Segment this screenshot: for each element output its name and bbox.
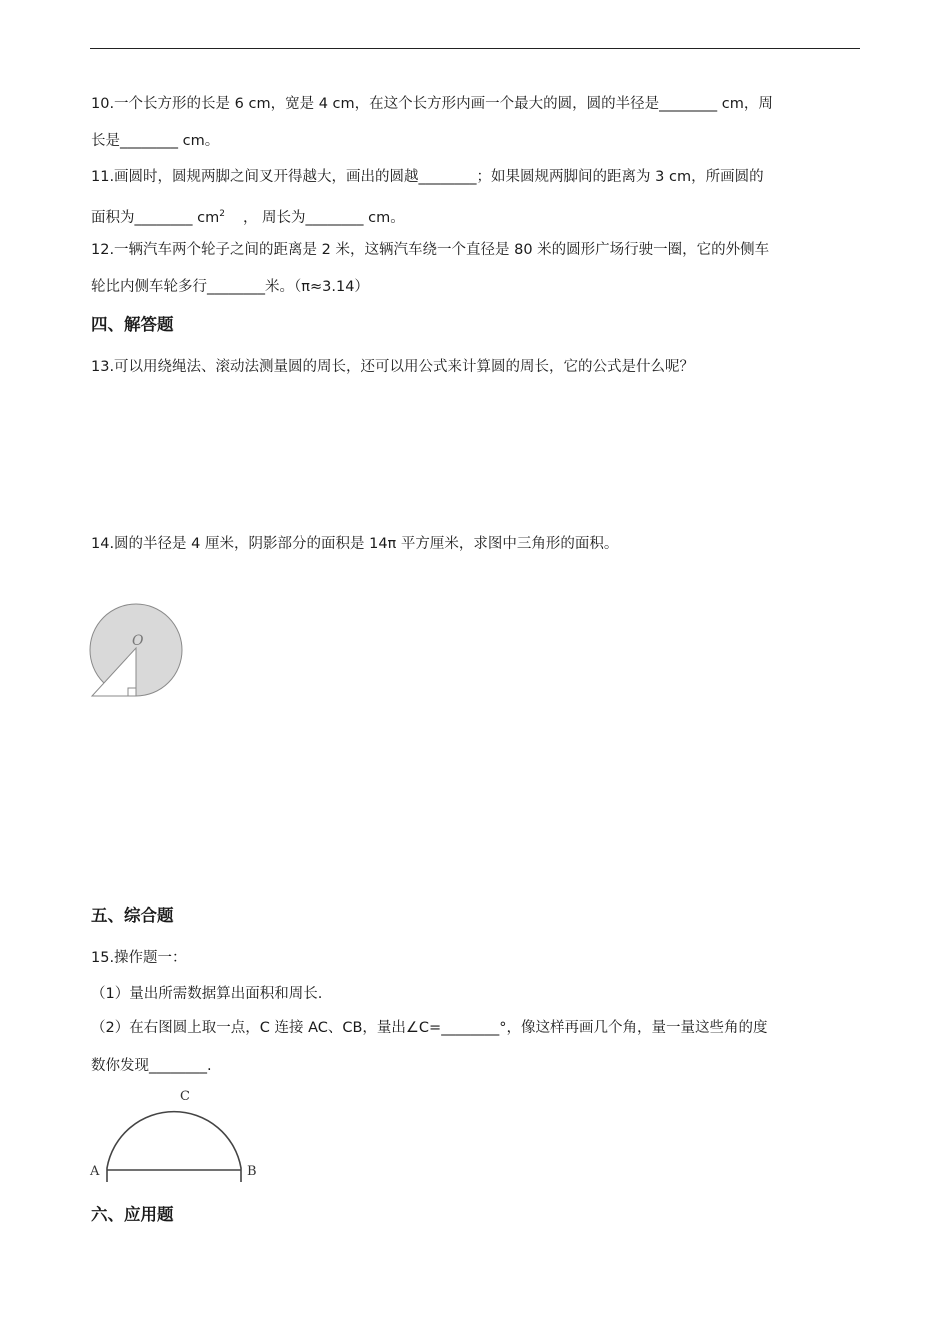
section-6-heading: 六、应用题 — [91, 1205, 174, 1224]
q15-semicircle-figure — [86, 1084, 266, 1184]
q14-circle-figure — [86, 600, 188, 702]
q11-line2 — [91, 204, 405, 228]
q12-line1: 12.一辆汽车两个轮子之间的距离是 2 米，这辆汽车绕一个直径是 80 米的圆形广场行驶一圈，它的外侧车 — [91, 242, 770, 258]
q15-title: 15.操作题一： — [91, 950, 187, 966]
q14-text: 14.圆的半径是 4 厘米，阴影部分的面积是 14π 平方厘米，求图中三角形的面积。 — [91, 536, 619, 552]
point-a-label: A — [90, 1164, 100, 1179]
q13-text: 13.可以用绕绳法、滚动法测量圆的周长，还可以用公式来计算圆的周长，它的公式是什么呢？ — [91, 359, 695, 375]
header-rule — [90, 48, 860, 49]
semicircle-arc — [107, 1112, 241, 1182]
q12-line2: 轮比内侧车轮多行________米。（π≈3.14） — [91, 279, 369, 295]
q15-part2-line2: 数你发现________. — [91, 1058, 212, 1074]
point-c-label: C — [180, 1089, 190, 1104]
q15-part1: （1）量出所需数据算出面积和周长. — [91, 986, 323, 1002]
q11-line1: 11.画圆时，圆规两脚之间叉开得越大，画出的圆越________；如果圆规两脚间的距离为 3 cm，所画圆的 — [91, 169, 764, 185]
q15-part2-line1: （2）在右图圆上取一点，C 连接 AC、CB，量出∠C=________°，像这样再画几个角，量一量这些角的度 — [91, 1020, 768, 1036]
point-b-label: B — [247, 1164, 257, 1179]
center-label-o: O — [132, 633, 144, 649]
q10-line1: 10.一个长方形的长是 6 cm，宽是 4 cm，在这个长方形内画一个最大的圆，圆的半径是________ cm，周 — [91, 96, 773, 112]
section-4-heading: 四、解答题 — [91, 315, 174, 334]
section-5-heading: 五、综合题 — [91, 906, 174, 925]
q11-superscript: 2 — [219, 209, 225, 219]
q10-line2: 长是________ cm。 — [91, 133, 220, 149]
q11-perimeter-text: ， 周长为________ cm。 — [242, 210, 405, 226]
q11-area-text: 面积为________ cm — [91, 210, 220, 226]
